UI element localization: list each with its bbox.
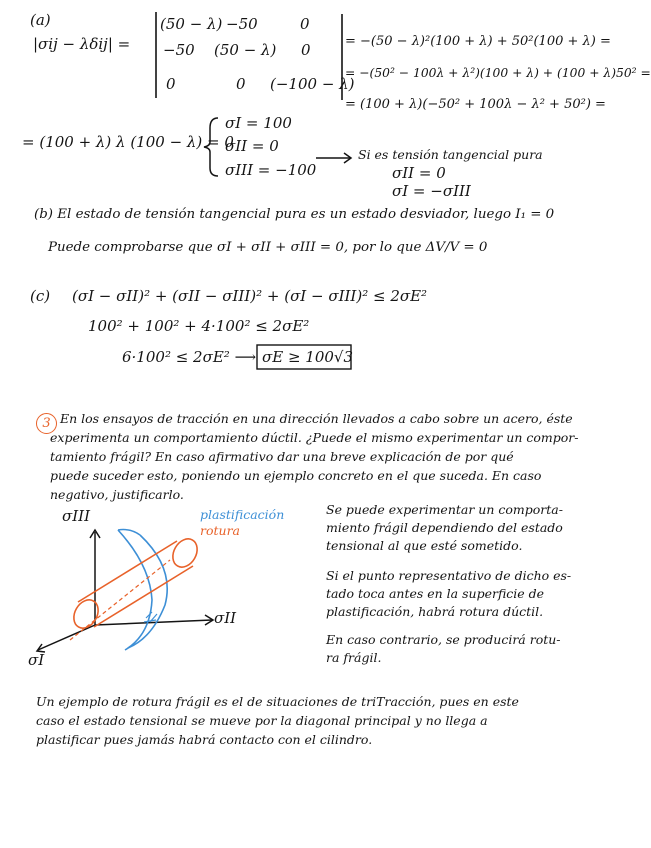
answer-right-line-9: En caso contrario, se producirá rotu-: [326, 632, 561, 647]
expansion-step-3: = (100 + λ)(−50² + 100λ − λ² + 50²) =: [345, 97, 606, 112]
answer-right-line-5: Si el punto representativo de dicho es-: [326, 568, 572, 583]
problem-3-statement-line-2: experimenta un comportamiento dúctil. ¿Puede el mismo experimentar un compor-: [50, 430, 579, 445]
problem-3-number: 3: [36, 413, 57, 434]
matrix-cell-1-3: 0: [300, 15, 310, 33]
cylinder-far-end: [168, 535, 202, 572]
characteristic-equation: = (100 + λ) λ (100 − λ) = 0: [22, 133, 234, 151]
plastification-curve-1: [118, 530, 152, 650]
problem-3-statement-line-5: negativo, justificarlo.: [50, 487, 184, 502]
answer-right-line-2: miento frágil dependiendo del estado: [326, 520, 563, 535]
matrix-cell-1-1: (50 − λ): [160, 15, 223, 33]
matrix-cell-3-2: 0: [236, 75, 246, 93]
axis-label-sigma-2: σII: [214, 609, 237, 627]
legend-plastification: plastificación: [200, 507, 285, 522]
matrix-cell-2-1: −50: [163, 41, 195, 59]
part-b-line-2: Puede comprobarse que σI + σII + σIII = 0, por lo que ΔV/V = 0: [48, 240, 488, 255]
expansion-step-1: = −(50 − λ)²(100 + λ) + 50²(100 + λ) =: [345, 34, 611, 49]
answer-bottom-line-2: caso el estado tensional se mueve por la diagonal principal y no llega a: [36, 713, 488, 728]
problem-3-statement-line-3: tamiento frágil? En caso afirmativo dar una breve explicación de por qué: [50, 449, 514, 464]
plastification-hatch: [144, 612, 157, 622]
legend-rupture: rotura: [200, 523, 241, 538]
von-mises-inequality: (σI − σII)² + (σII − σIII)² + (σI − σIII)² ≤ 2σE²: [72, 287, 428, 305]
part-c-label: (c): [30, 287, 51, 305]
pure-shear-condition-1: σII = 0: [392, 164, 446, 182]
matrix-cell-3-1: 0: [166, 75, 176, 93]
answer-right-line-6: tado toca antes en la superficie de: [326, 586, 545, 601]
root-sigma-1: σI = 100: [225, 114, 292, 132]
cylinder-bottom-edge: [94, 566, 193, 627]
matrix-cell-1-2: −50: [226, 15, 258, 33]
root-sigma-2: σII = 0: [225, 137, 279, 155]
problem-3-statement-line-1: En los ensayos de tracción en una dirección llevados a cabo sobre un acero, éste: [60, 411, 573, 426]
answer-right-line-3: tensional al que esté sometido.: [326, 538, 523, 553]
cylinder-top-edge: [78, 541, 177, 602]
pure-shear-conclusion: Si es tensión tangencial pura: [358, 147, 543, 162]
axis-label-sigma-1: σI: [28, 651, 45, 669]
yield-stress-result: σE ≥ 100√3: [262, 348, 354, 366]
answer-right-line-10: ra frágil.: [326, 650, 382, 665]
axis-diagonal: [38, 625, 95, 650]
part-b-line-1: (b) El estado de tensión tangencial pura es un estado desviador, luego I₁ = 0: [34, 207, 555, 222]
determinant-lhs: |σij − λδij| =: [33, 35, 131, 53]
axis-label-sigma-3: σIII: [62, 507, 91, 525]
pure-shear-condition-2: σI = −σIII: [392, 182, 471, 200]
answer-bottom-line-3: plastificar pues jamás habrá contacto con el cilindro.: [36, 732, 373, 747]
cylinder-near-end: [69, 596, 103, 633]
answer-right-line-7: plastificación, habrá rotura dúctil.: [326, 604, 544, 619]
substituted-inequality: 100² + 100² + 4·100² ≤ 2σE²: [88, 317, 310, 335]
matrix-cell-2-3: 0: [301, 41, 311, 59]
answer-bottom-line-1: Un ejemplo de rotura frágil es el de situaciones de triTracción, pues en este: [36, 694, 519, 709]
root-sigma-3: σIII = −100: [225, 161, 317, 179]
plastification-curve-2: [128, 535, 167, 648]
part-a-label: (a): [30, 11, 51, 29]
simplified-inequality: 6·100² ≤ 2σE² ⟶: [122, 348, 257, 366]
problem-3-statement-line-4: puede suceder esto, poniendo un ejemplo concreto en el que suceda. En caso: [50, 468, 542, 483]
matrix-cell-2-2: (50 − λ): [214, 41, 277, 59]
matrix-cell-3-3: (−100 − λ): [270, 75, 355, 93]
expansion-step-2: = −(50² − 100λ + λ²)(100 + λ) + (100 + λ)50² =: [345, 66, 651, 80]
answer-right-line-1: Se puede experimentar un comporta-: [326, 502, 563, 517]
